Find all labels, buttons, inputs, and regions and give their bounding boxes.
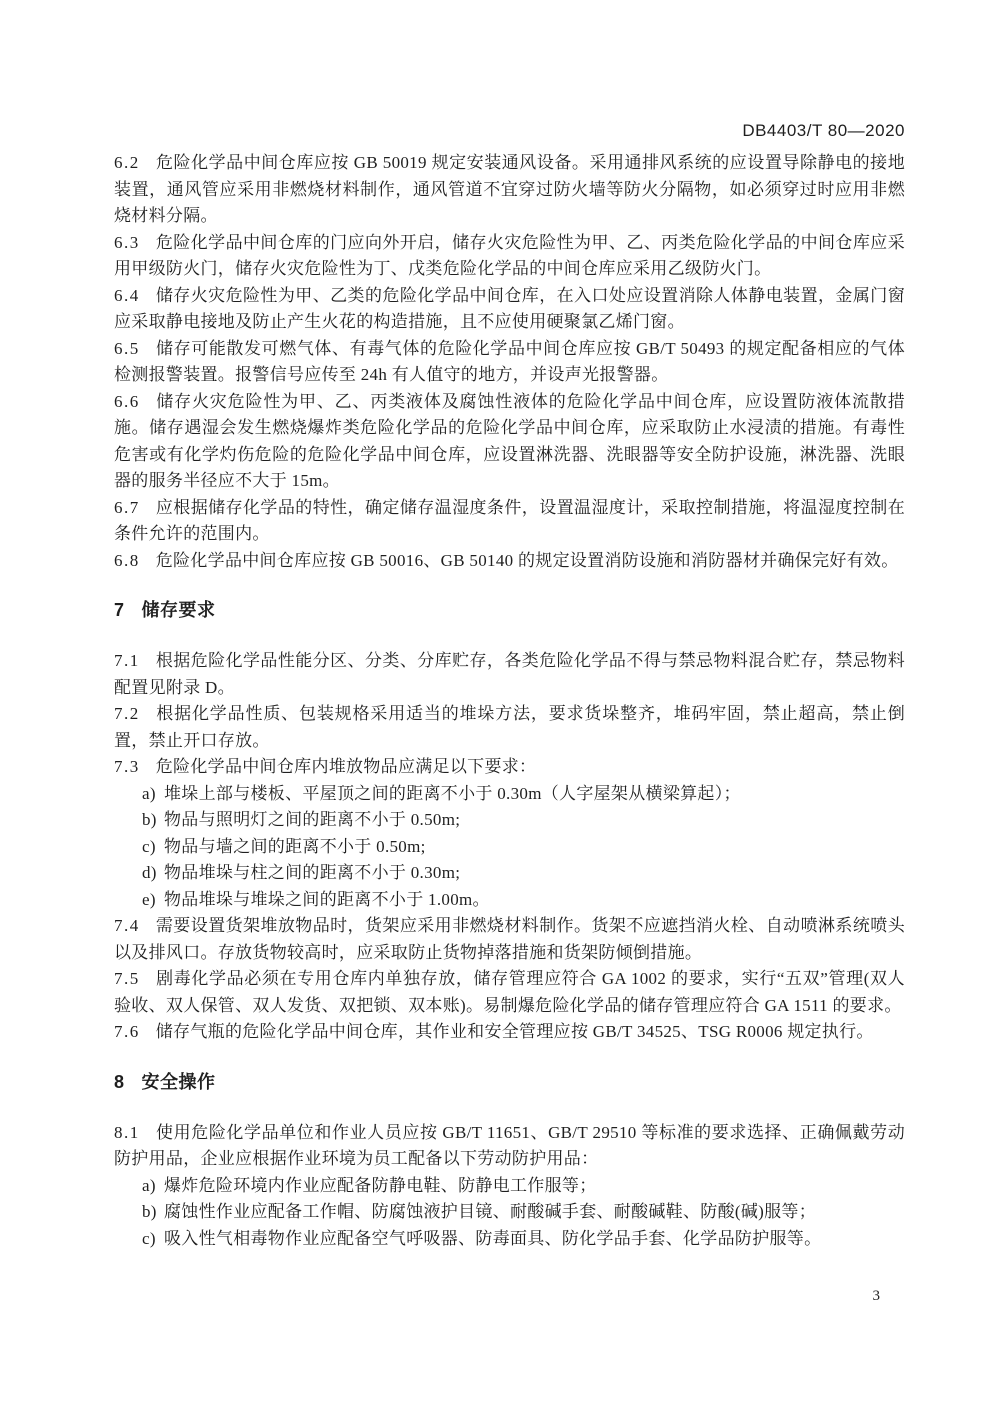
clause-6-6 (114, 389, 905, 495)
clause-6-2 (114, 150, 905, 230)
list-item-text: 物品堆垛与柱之间的距离不小于 0.30m; (164, 863, 461, 882)
list-item-text: 吸入性气相毒物作业应配备空气呼吸器、防毒面具、防化学品手套、化学品防护服等。 (164, 1228, 822, 1248)
heading-title: 安全操作 (141, 1071, 216, 1092)
list-item (142, 1199, 905, 1226)
clause-number: 7.4 (114, 916, 140, 935)
heading-8-safe-operation (114, 1068, 905, 1096)
list-item-label: b) (142, 1202, 157, 1221)
list-item (142, 781, 905, 808)
ppe-requirements-list (114, 1173, 905, 1253)
list-item-text: 物品与墙之间的距离不小于 0.50m; (164, 836, 426, 856)
list-item-text: 堆垛上部与楼板、平屋顶之间的距离不小于 0.30m（人字屋架从横梁算起）； (164, 783, 741, 803)
clause-8-1 (114, 1120, 905, 1173)
clause-text: 危险化学品中间仓库应按 GB 50019 规定安装通风设备。采用通排风系统的应设置导除静电的接地装置，通风管应采用非燃烧材料制作，通风管道不宜穿过防火墙等防火分隔物，如必须穿过时应用非燃烧材料分隔。 (114, 153, 905, 225)
clause-number: 8.1 (114, 1122, 140, 1142)
clause-6-7 (114, 495, 905, 548)
clause-number: 7.2 (114, 704, 140, 723)
list-item (142, 860, 905, 887)
list-item-label: a) (142, 1175, 156, 1195)
clause-text: 储存火灾危险性为甲、乙、丙类液体及腐蚀性液体的危险化学品中间仓库，应设置防液体流散措施。储存遇湿会发生燃烧爆炸类危险化学品的危险化学品中间仓库，应采取防止水浸渍的措施。有毒性危害或有化学灼伤危险的危险化学品中间仓库，应设置淋洗器、洗眼器等安全防护设施，淋洗器、洗眼器的服务半径应不大于 15m。 (114, 391, 905, 490)
list-item-label: c) (142, 836, 156, 856)
clause-number: 6.7 (114, 497, 140, 517)
clause-6-8 (114, 548, 905, 575)
clause-text: 根据化学品性质、包装规格采用适当的堆垛方法，要求货垛整齐，堆码牢固，禁止超高，禁止倒置，禁止开口存放。 (114, 704, 905, 750)
list-item-label: a) (142, 783, 156, 803)
list-item (142, 834, 905, 861)
clause-text: 剧毒化学品必须在专用仓库内单独存放，储存管理应符合 GA 1002 的要求，实行“五双”管理(双人验收、双人保管、双人发货、双把锁、双本账)。易制爆危险化学品的储存管理应符合 GA 1511 的要求。 (114, 969, 905, 1015)
list-item-text: 腐蚀性作业应配备工作帽、防腐蚀液护目镜、耐酸碱手套、耐酸碱鞋、防酸(碱)服等； (164, 1202, 817, 1221)
clause-number: 7.3 (114, 757, 140, 776)
list-item-text: 物品与照明灯之间的距离不小于 0.50m; (164, 810, 461, 829)
clause-text: 危险化学品中间仓库的门应向外开启，储存火灾危险性为甲、乙、丙类危险化学品的中间仓库应采用甲级防火门，储存火灾危险性为丁、戊类危险化学品的中间仓库应采用乙级防火门。 (114, 232, 905, 278)
clause-number: 6.5 (114, 338, 140, 358)
clause-text: 使用危险化学品单位和作业人员应按 GB/T 11651、GB/T 29510 等标准的要求选择、正确佩戴劳动防护用品，企业应根据作业环境为员工配备以下劳动防护用品： (114, 1122, 905, 1168)
clause-number: 7.6 (114, 1022, 140, 1041)
clause-number: 6.6 (114, 391, 140, 411)
clause-text: 危险化学品中间仓库应按 GB 50016、GB 50140 的规定设置消防设施和消防器材并确保完好有效。 (155, 550, 899, 570)
clause-number: 6.3 (114, 232, 140, 252)
clause-text: 需要设置货架堆放物品时，货架应采用非燃烧材料制作。货架不应遮挡消火栓、自动喷淋系统喷头以及排风口。存放货物较高时，应采取防止货物掉落措施和货架防倾倒措施。 (114, 916, 905, 962)
clause-6-4 (114, 283, 905, 336)
heading-7-storage-requirements (114, 596, 905, 624)
clause-text: 危险化学品中间仓库内堆放物品应满足以下要求： (155, 757, 537, 776)
list-item-label: e) (142, 889, 156, 909)
heading-number: 7 (114, 600, 125, 620)
clause-text: 应根据储存化学品的特性，确定储存温湿度条件，设置温湿度计，采取控制措施，将温湿度控制在条件允许的范围内。 (114, 497, 905, 543)
list-item-text: 物品堆垛与堆垛之间的距离不小于 1.00m。 (164, 889, 490, 909)
stacking-requirements-list (114, 781, 905, 914)
clause-7-2 (114, 701, 905, 754)
clause-number: 6.2 (114, 153, 140, 172)
clause-number: 7.1 (114, 651, 140, 670)
clause-number: 6.4 (114, 285, 140, 305)
list-item-label: c) (142, 1228, 156, 1248)
doc-number-header: DB4403/T 80—2020 (742, 121, 905, 140)
heading-number: 8 (114, 1071, 125, 1092)
clause-text: 储存气瓶的危险化学品中间仓库，其作业和安全管理应按 GB/T 34525、TSG R0006 规定执行。 (155, 1022, 874, 1041)
clause-7-4 (114, 913, 905, 966)
list-item-text: 爆炸危险环境内作业应配备防静电鞋、防静电工作服等； (164, 1175, 597, 1195)
clause-text: 储存可能散发可燃气体、有毒气体的危险化学品中间仓库应按 GB/T 50493 的规定配备相应的气体检测报警装置。报警信号应传至 24h 有人值守的地方，并设声光报警器。 (114, 338, 905, 384)
list-item (142, 1226, 905, 1253)
list-item (142, 887, 905, 914)
clause-6-5 (114, 336, 905, 389)
clause-7-3 (114, 754, 905, 781)
list-item (142, 1173, 905, 1200)
page-number: 3 (872, 1288, 880, 1304)
heading-title: 储存要求 (141, 600, 216, 620)
clause-text: 储存火灾危险性为甲、乙类的危险化学品中间仓库，在入口处应设置消除人体静电装置，金属门窗应采取静电接地及防止产生火花的构造措施，且不应使用硬聚氯乙烯门窗。 (114, 285, 905, 331)
clause-6-3 (114, 230, 905, 283)
clause-number: 7.5 (114, 969, 140, 988)
clause-7-5 (114, 966, 905, 1019)
clause-7-1 (114, 648, 905, 701)
clause-7-6 (114, 1019, 905, 1046)
list-item-label: d) (142, 863, 157, 882)
list-item-label: b) (142, 810, 157, 829)
list-item (142, 807, 905, 834)
clause-number: 6.8 (114, 550, 140, 570)
clause-text: 根据危险化学品性能分区、分类、分库贮存，各类危险化学品不得与禁忌物料混合贮存，禁忌物料配置见附录 D。 (114, 651, 905, 697)
